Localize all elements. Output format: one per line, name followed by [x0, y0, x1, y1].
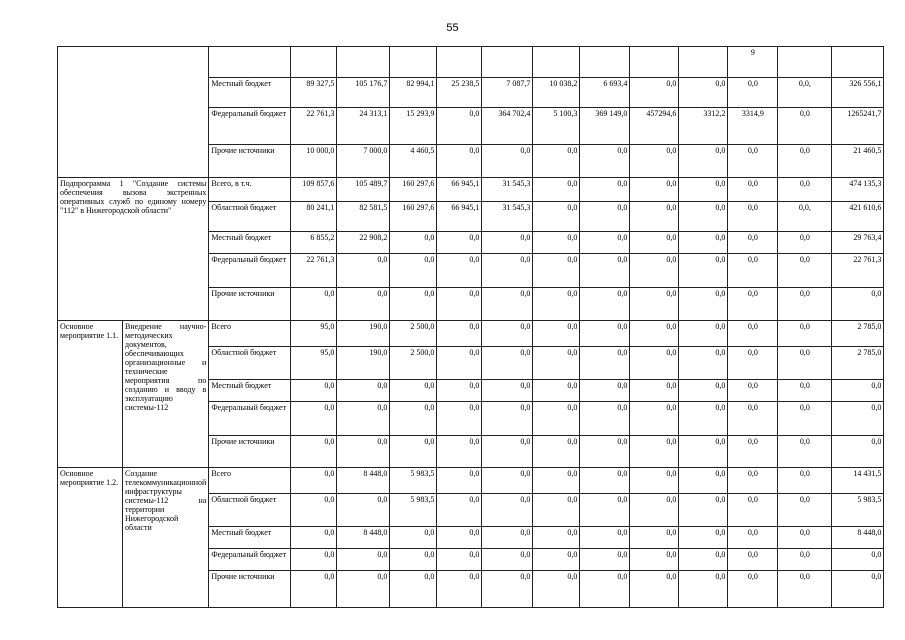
- value-cell: 82 581,5: [337, 202, 390, 232]
- value-cell: 0,0: [390, 402, 437, 436]
- value-cell: 6 693,4: [580, 78, 630, 108]
- source-cell: Федеральный бюджет: [209, 254, 291, 288]
- value-cell: 0,0: [291, 436, 337, 468]
- value-cell: 0,0: [482, 549, 533, 571]
- value-cell: 190,0: [337, 321, 390, 347]
- value-cell: 0,0: [482, 232, 533, 254]
- value-cell: 0,0: [482, 527, 533, 549]
- value-cell: [630, 47, 679, 78]
- value-cell: 0,0: [778, 232, 832, 254]
- value-cell: 8 448,0: [337, 527, 390, 549]
- value-cell: 0,0: [630, 494, 679, 527]
- value-cell: 2 500,0: [390, 347, 437, 380]
- measure-label: Основное мероприятие 1.1.: [58, 321, 123, 468]
- value-cell: 0,0: [482, 494, 533, 527]
- value-cell: 0,0: [728, 380, 778, 402]
- value-cell: 0,0: [337, 549, 390, 571]
- value-cell: 0,0: [778, 571, 832, 608]
- value-cell: 0,0: [728, 232, 778, 254]
- table-body: [58, 47, 884, 608]
- value-cell: 0,0: [533, 288, 580, 321]
- value-cell: 0,0: [533, 571, 580, 608]
- value-cell: 0,0: [630, 380, 679, 402]
- value-cell: 0,0: [533, 380, 580, 402]
- value-cell: 0,0: [728, 468, 778, 494]
- value-cell: 31 545,3: [482, 178, 533, 202]
- value-cell: 326 556,1: [832, 78, 884, 108]
- value-cell: 0,0: [728, 202, 778, 232]
- value-cell: 0,0: [778, 380, 832, 402]
- value-cell: 190,0: [337, 347, 390, 380]
- value-cell: 0,0: [580, 321, 630, 347]
- value-cell: 0,0: [778, 254, 832, 288]
- value-cell: 109 857,6: [291, 178, 337, 202]
- value-cell: 0,0: [630, 549, 679, 571]
- value-cell: 0,0: [482, 321, 533, 347]
- value-cell: 22 761,3: [832, 254, 884, 288]
- value-cell: 7 000,0: [337, 145, 390, 178]
- value-cell: 474 135,3: [832, 178, 884, 202]
- measure-description: Создание телекоммуникационной инфраструктуры системы-112 на территории Нижегородской области: [123, 468, 209, 608]
- value-cell: 0,0: [390, 549, 437, 571]
- value-cell: 0,0: [580, 347, 630, 380]
- value-cell: 0,0: [630, 288, 679, 321]
- source-cell: Местный бюджет: [209, 78, 291, 108]
- value-cell: 0,0: [533, 468, 580, 494]
- value-cell: 8 448,0: [832, 527, 884, 549]
- value-cell: 0,0: [390, 288, 437, 321]
- value-cell: 0,0: [679, 321, 728, 347]
- value-cell: 0,0: [533, 232, 580, 254]
- value-cell: 0,0: [337, 254, 390, 288]
- value-cell: 0,0: [580, 468, 630, 494]
- value-cell: 0,0: [778, 145, 832, 178]
- value-cell: 0,0: [533, 402, 580, 436]
- value-cell: 105 176,7: [337, 78, 390, 108]
- value-cell: 0,0: [832, 402, 884, 436]
- source-cell: Всего: [209, 468, 291, 494]
- value-cell: 22 908,2: [337, 232, 390, 254]
- value-cell: 0,0: [390, 232, 437, 254]
- value-cell: 0,0: [728, 436, 778, 468]
- value-cell: [832, 47, 884, 78]
- value-cell: 0,0: [437, 468, 482, 494]
- value-cell: 0,0: [291, 494, 337, 527]
- value-cell: 3312,2: [679, 108, 728, 145]
- value-cell: 0,0: [482, 571, 533, 608]
- value-cell: 0,0: [728, 178, 778, 202]
- value-cell: 0,0: [533, 436, 580, 468]
- value-cell: 0,0: [482, 254, 533, 288]
- source-cell: Местный бюджет: [209, 527, 291, 549]
- value-cell: 0,0: [580, 202, 630, 232]
- value-cell: 0,0: [390, 380, 437, 402]
- value-cell: 0,0: [390, 527, 437, 549]
- value-cell: 0,0: [630, 202, 679, 232]
- value-cell: 4 460,5: [390, 145, 437, 178]
- value-cell: 0,0: [580, 571, 630, 608]
- source-cell: Областной бюджет: [209, 347, 291, 380]
- value-cell: 0,0: [482, 468, 533, 494]
- value-cell: 0,0: [679, 288, 728, 321]
- page-number: 55: [446, 22, 459, 34]
- value-cell: 0,0: [679, 436, 728, 468]
- value-cell: 0,0: [679, 145, 728, 178]
- value-cell: 22 761,3: [291, 108, 337, 145]
- value-cell: 0,0: [437, 494, 482, 527]
- value-cell: 9: [728, 47, 778, 78]
- budget-table: [57, 46, 884, 608]
- value-cell: 0,0: [291, 288, 337, 321]
- subprogram-title: Подпрограмма 1 "Создание системы обеспечения вызова экстренных оперативных служб по единому номеру "112" в Нижегородской области": [58, 178, 209, 321]
- value-cell: 89 327,5: [291, 78, 337, 108]
- source-cell: [209, 47, 291, 78]
- value-cell: 0,0: [728, 527, 778, 549]
- value-cell: 0,0: [533, 254, 580, 288]
- value-cell: 24 313,1: [337, 108, 390, 145]
- value-cell: 31 545,3: [482, 202, 533, 232]
- source-cell: Всего, в т.ч.: [209, 178, 291, 202]
- value-cell: 0,0: [679, 232, 728, 254]
- value-cell: 5 983,5: [390, 468, 437, 494]
- value-cell: 82 994,1: [390, 78, 437, 108]
- value-cell: 0,0: [679, 571, 728, 608]
- value-cell: 0,0: [679, 549, 728, 571]
- source-cell: Федеральный бюджет: [209, 108, 291, 145]
- value-cell: 0,0: [580, 436, 630, 468]
- value-cell: 0,0: [437, 288, 482, 321]
- value-cell: 66 945,1: [437, 178, 482, 202]
- value-cell: 0,0: [728, 347, 778, 380]
- value-cell: 15 293,9: [390, 108, 437, 145]
- source-cell: Федеральный бюджет: [209, 549, 291, 571]
- value-cell: 0,0: [679, 347, 728, 380]
- value-cell: 0,0: [437, 436, 482, 468]
- value-cell: 0,0: [437, 549, 482, 571]
- value-cell: 0,0: [679, 202, 728, 232]
- value-cell: 0,0: [437, 232, 482, 254]
- value-cell: 0,0: [679, 78, 728, 108]
- value-cell: 0,0: [437, 321, 482, 347]
- value-cell: 2 500,0: [390, 321, 437, 347]
- table-row: [58, 178, 884, 202]
- value-cell: 0,0: [630, 254, 679, 288]
- value-cell: 10 000,0: [291, 145, 337, 178]
- value-cell: [533, 47, 580, 78]
- table-row: [58, 468, 884, 494]
- source-cell: Областной бюджет: [209, 494, 291, 527]
- value-cell: 0,0: [679, 178, 728, 202]
- value-cell: 0,0: [580, 549, 630, 571]
- value-cell: 29 763,4: [832, 232, 884, 254]
- value-cell: 0,0: [679, 254, 728, 288]
- value-cell: 0,0: [533, 549, 580, 571]
- value-cell: 0,0: [832, 571, 884, 608]
- value-cell: 0,0: [630, 145, 679, 178]
- value-cell: 457294,6: [630, 108, 679, 145]
- value-cell: 0,0: [778, 494, 832, 527]
- value-cell: [337, 47, 390, 78]
- value-cell: 0,0: [533, 347, 580, 380]
- value-cell: 0,0: [533, 494, 580, 527]
- value-cell: 0,0: [630, 468, 679, 494]
- value-cell: 0,0: [630, 347, 679, 380]
- value-cell: 0,0: [728, 145, 778, 178]
- value-cell: 0,0: [291, 571, 337, 608]
- value-cell: 0,0: [778, 288, 832, 321]
- value-cell: 0,0: [533, 145, 580, 178]
- value-cell: 2 785,0: [832, 347, 884, 380]
- value-cell: 0,0: [630, 571, 679, 608]
- value-cell: 0,0: [533, 321, 580, 347]
- value-cell: 0,0: [533, 178, 580, 202]
- value-cell: 22 761,3: [291, 254, 337, 288]
- value-cell: 105 489,7: [337, 178, 390, 202]
- source-cell: Местный бюджет: [209, 380, 291, 402]
- table-row: [58, 321, 884, 347]
- value-cell: 0,0: [337, 402, 390, 436]
- value-cell: 0,0: [728, 78, 778, 108]
- value-cell: 0,0: [679, 380, 728, 402]
- value-cell: 0,0: [291, 402, 337, 436]
- value-cell: 0,0: [580, 494, 630, 527]
- value-cell: 0,0,: [778, 202, 832, 232]
- value-cell: 0,0: [679, 402, 728, 436]
- value-cell: 0,0: [437, 402, 482, 436]
- value-cell: 0,0: [630, 232, 679, 254]
- value-cell: 0,0: [832, 436, 884, 468]
- value-cell: 0,0: [437, 254, 482, 288]
- value-cell: 0,0: [728, 254, 778, 288]
- value-cell: 0,0: [778, 436, 832, 468]
- value-cell: 5 983,5: [390, 494, 437, 527]
- value-cell: 0,0: [580, 145, 630, 178]
- value-cell: 0,0: [630, 78, 679, 108]
- value-cell: 0,0: [482, 436, 533, 468]
- value-cell: 0,0: [291, 549, 337, 571]
- value-cell: 0,0: [390, 436, 437, 468]
- value-cell: 0,0: [832, 288, 884, 321]
- value-cell: 0,0: [580, 380, 630, 402]
- value-cell: 0,0: [778, 108, 832, 145]
- value-cell: 0,0: [337, 380, 390, 402]
- value-cell: [580, 47, 630, 78]
- value-cell: 0,0: [778, 549, 832, 571]
- table-row: [58, 47, 884, 78]
- value-cell: 5 100,3: [533, 108, 580, 145]
- value-cell: 0,0: [437, 380, 482, 402]
- value-cell: 0,0: [337, 571, 390, 608]
- value-cell: 0,0: [291, 380, 337, 402]
- measure-description: Внедрение научно-методических документов, обеспечивающих организационные и технические мероприятия по созданию и вводу в эксплуатацию системы-112: [123, 321, 209, 468]
- value-cell: 0,0: [337, 288, 390, 321]
- value-cell: 0,0: [580, 178, 630, 202]
- value-cell: 0,0: [482, 288, 533, 321]
- value-cell: [679, 47, 728, 78]
- value-cell: 0,0: [482, 145, 533, 178]
- value-cell: 0,0: [778, 178, 832, 202]
- value-cell: 0,0: [580, 288, 630, 321]
- value-cell: 0,0,: [778, 78, 832, 108]
- value-cell: 0,0: [778, 402, 832, 436]
- value-cell: 0,0: [437, 527, 482, 549]
- value-cell: 0,0: [533, 202, 580, 232]
- value-cell: 0,0: [630, 402, 679, 436]
- value-cell: 7 087,7: [482, 78, 533, 108]
- value-cell: 0,0: [728, 321, 778, 347]
- value-cell: 369 149,0: [580, 108, 630, 145]
- value-cell: [437, 47, 482, 78]
- source-cell: Областной бюджет: [209, 202, 291, 232]
- value-cell: 25 238,5: [437, 78, 482, 108]
- value-cell: 14 431,5: [832, 468, 884, 494]
- value-cell: 10 038,2: [533, 78, 580, 108]
- value-cell: 1265241,7: [832, 108, 884, 145]
- value-cell: 8 448,0: [337, 468, 390, 494]
- value-cell: 2 785,0: [832, 321, 884, 347]
- value-cell: 80 241,1: [291, 202, 337, 232]
- source-cell: Местный бюджет: [209, 232, 291, 254]
- source-cell: Федеральный бюджет: [209, 402, 291, 436]
- value-cell: 0,0: [832, 380, 884, 402]
- value-cell: [291, 47, 337, 78]
- value-cell: 3314,9: [728, 108, 778, 145]
- value-cell: 0,0: [630, 436, 679, 468]
- value-cell: 421 610,6: [832, 202, 884, 232]
- group-cell: [58, 47, 209, 178]
- value-cell: 6 855,2: [291, 232, 337, 254]
- value-cell: 0,0: [630, 527, 679, 549]
- value-cell: 66 945,1: [437, 202, 482, 232]
- value-cell: 0,0: [390, 571, 437, 608]
- value-cell: 0,0: [390, 254, 437, 288]
- value-cell: 95,0: [291, 347, 337, 380]
- value-cell: 0,0: [778, 347, 832, 380]
- value-cell: 95,0: [291, 321, 337, 347]
- value-cell: 21 460,5: [832, 145, 884, 178]
- value-cell: 0,0: [728, 549, 778, 571]
- value-cell: 0,0: [482, 347, 533, 380]
- source-cell: Прочие источники: [209, 436, 291, 468]
- value-cell: [778, 47, 832, 78]
- value-cell: 0,0: [437, 571, 482, 608]
- value-cell: 0,0: [832, 549, 884, 571]
- value-cell: 0,0: [679, 494, 728, 527]
- value-cell: 0,0: [630, 321, 679, 347]
- value-cell: [390, 47, 437, 78]
- source-cell: Прочие источники: [209, 288, 291, 321]
- value-cell: 0,0: [533, 527, 580, 549]
- source-cell: Прочие источники: [209, 571, 291, 608]
- value-cell: 0,0: [728, 288, 778, 321]
- value-cell: 0,0: [482, 380, 533, 402]
- value-cell: 0,0: [630, 178, 679, 202]
- value-cell: 0,0: [728, 571, 778, 608]
- value-cell: 160 297,6: [390, 178, 437, 202]
- value-cell: 0,0: [482, 402, 533, 436]
- value-cell: 0,0: [580, 402, 630, 436]
- value-cell: 0,0: [778, 527, 832, 549]
- value-cell: 0,0: [337, 494, 390, 527]
- value-cell: 364 702,4: [482, 108, 533, 145]
- value-cell: 0,0: [679, 468, 728, 494]
- value-cell: 0,0: [778, 468, 832, 494]
- value-cell: 0,0: [291, 468, 337, 494]
- value-cell: 160 297,6: [390, 202, 437, 232]
- value-cell: 0,0: [291, 527, 337, 549]
- value-cell: 0,0: [437, 145, 482, 178]
- value-cell: 0,0: [437, 347, 482, 380]
- value-cell: 0,0: [728, 402, 778, 436]
- value-cell: 0,0: [337, 436, 390, 468]
- value-cell: 0,0: [728, 494, 778, 527]
- value-cell: 0,0: [437, 108, 482, 145]
- value-cell: 0,0: [580, 527, 630, 549]
- measure-label: Основное мероприятие 1.2.: [58, 468, 123, 608]
- value-cell: 0,0: [679, 527, 728, 549]
- value-cell: 0,0: [778, 321, 832, 347]
- source-cell: Прочие источники: [209, 145, 291, 178]
- value-cell: 5 983,5: [832, 494, 884, 527]
- source-cell: Всего: [209, 321, 291, 347]
- value-cell: 0,0: [580, 232, 630, 254]
- value-cell: [482, 47, 533, 78]
- value-cell: 0,0: [580, 254, 630, 288]
